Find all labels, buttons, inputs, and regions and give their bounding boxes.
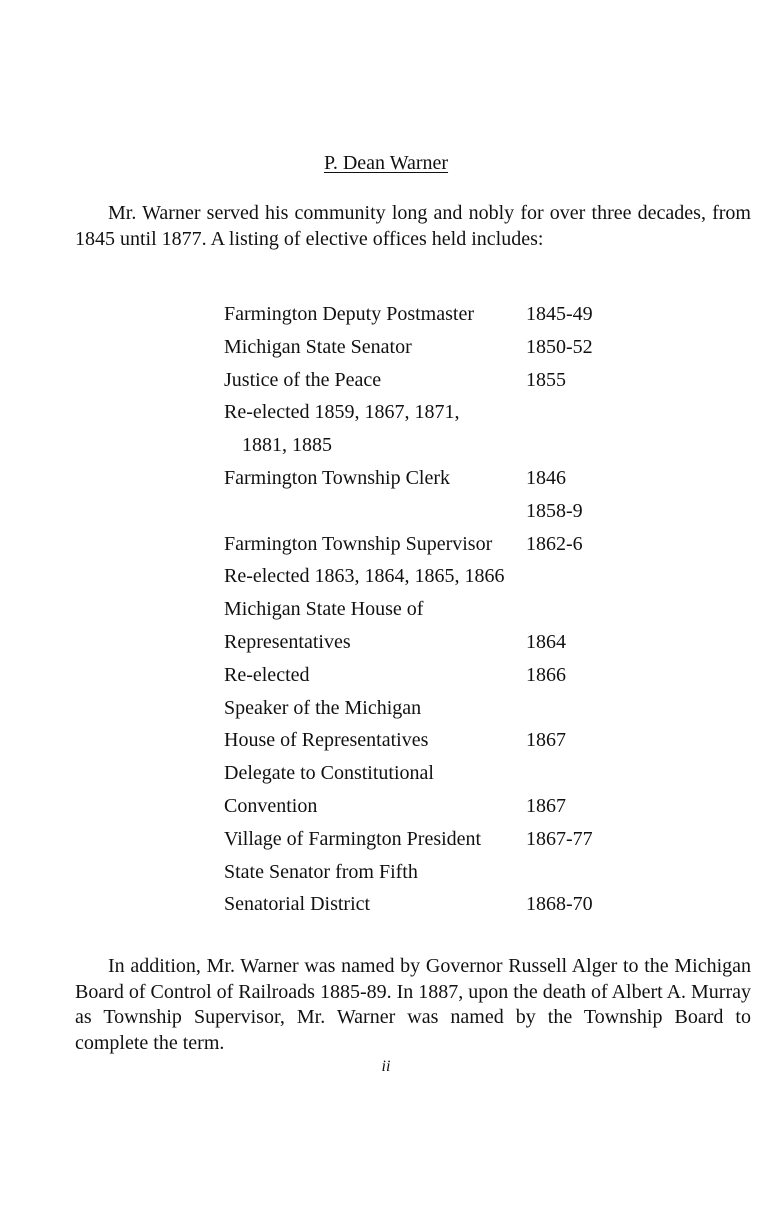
office-row [224,694,664,727]
office-name: Re-elected 1859, 1867, 1871, [224,401,460,424]
office-years: 1845-49 [526,303,593,325]
office-years: 1864 [526,630,566,653]
office-years: 1867 [526,794,566,817]
office-years: 1855 [526,368,566,391]
office-years: 1850-52 [526,335,593,358]
office-years: 1866 [526,663,566,686]
office-years: 1868-70 [526,893,593,916]
office-name: Representatives [224,630,351,653]
office-years: 1846 [526,466,566,489]
office-name: Michigan State House of [224,598,424,621]
office-row [224,398,664,431]
offices-list [224,300,664,923]
office-row [224,825,664,858]
office-row [224,300,664,333]
office-name: Farmington Township Clerk [224,466,451,489]
office-row [224,562,664,595]
office-years: 1867-77 [526,827,593,850]
office-row [224,890,664,923]
office-name: Michigan State Senator [224,335,412,358]
office-row [224,661,664,694]
office-row [224,530,664,563]
office-years: 1867 [526,729,566,752]
office-name: Village of Farmington President [224,827,482,850]
office-name: Speaker of the Michigan [224,696,422,719]
office-name: Delegate to Constitutional [224,762,434,785]
office-row [224,792,664,825]
intro-paragraph: Mr. Warner served his community long and nobly for over three decades, from 1845 until 1877. A listing of elective offices held includes: [75,202,751,250]
page-number: ii [381,1058,391,1075]
office-row [224,858,664,891]
office-row [224,431,664,464]
office-row [224,628,664,661]
page-title-text: P. Dean Warner [323,152,449,174]
office-name: Re-elected [224,663,310,686]
office-name: State Senator from Fifth [224,860,418,883]
office-name: Justice of the Peace [224,368,382,391]
office-name: Re-elected 1863, 1864, 1865, 1866 [224,565,505,588]
closing-paragraph: In addition, Mr. Warner was named by Governor Russell Alger to the Michigan Board of Control of Railroads 1885-89. In 1887, upon the death of Albert A. Murray as Township Supervisor, Mr. Warner was named by the Township Board to complete the term. [75,955,751,1054]
office-name: House of Representatives [224,729,429,752]
office-row [224,366,664,399]
office-name: 1881, 1885 [242,434,332,457]
page-title [0,150,772,176]
office-name: Convention [224,794,318,817]
office-name: Farmington Deputy Postmaster [224,303,474,325]
office-row [224,464,664,497]
office-years: 1862-6 [526,532,583,555]
office-row [224,726,664,759]
office-name: Farmington Township Supervisor [224,532,493,555]
office-row [224,333,664,366]
office-row [224,759,664,792]
office-row [224,595,664,628]
office-name: Senatorial District [224,893,371,916]
office-years: 1858-9 [526,499,583,522]
office-row [224,497,664,530]
